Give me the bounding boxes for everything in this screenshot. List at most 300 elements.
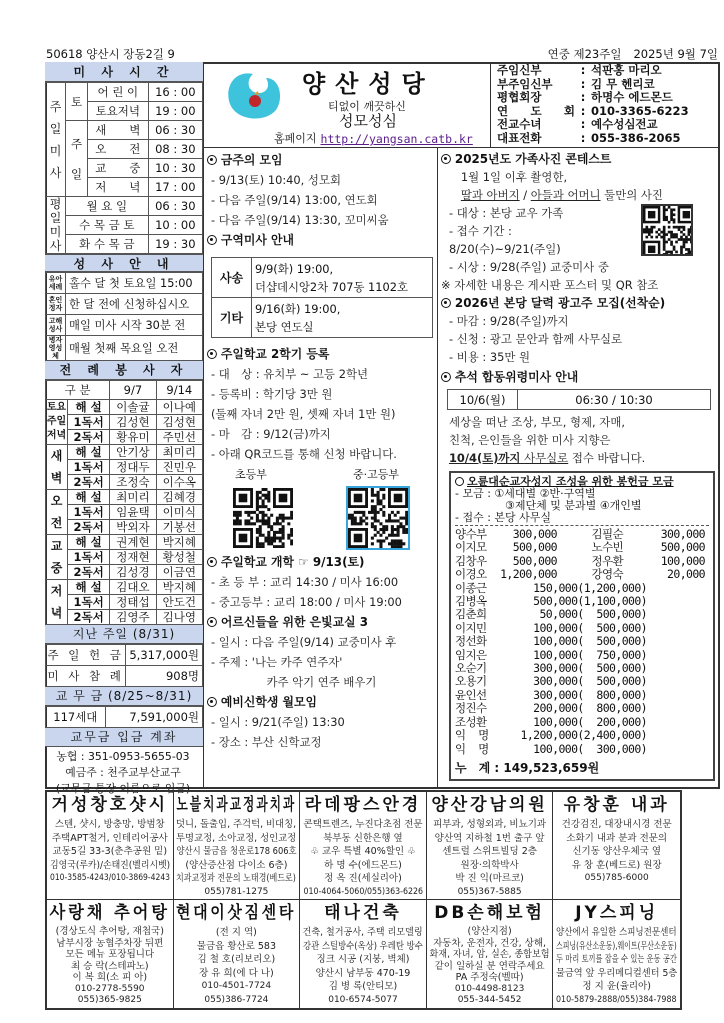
ad-line — [300, 967, 426, 981]
ad-line — [300, 953, 426, 967]
bullet-icon — [207, 697, 217, 707]
donor-row — [455, 568, 709, 581]
donor-amount: 200,000( 800,000) — [533, 701, 647, 716]
staff-role: 주임신부 — [497, 63, 542, 77]
sacraments-table — [45, 272, 203, 361]
ad-line-text: 센트럴 스위트빌딩 2층 — [442, 846, 537, 857]
ad-line-text: 장 유 희(에 다 나) — [199, 967, 274, 979]
info-line: - 대 상 : 유치부 ~ 고등 2학년 — [210, 367, 368, 381]
calendar-heading — [441, 294, 715, 312]
server-cell: 김영주 — [110, 610, 156, 625]
ad-line — [300, 872, 426, 886]
donor-row — [455, 716, 709, 729]
server-cell: 1독서 — [68, 460, 110, 475]
photo-title: 2025년도 가족사진 콘테스트 — [454, 152, 612, 166]
staff-role: 평협회장 — [497, 90, 542, 105]
ad-line — [174, 994, 300, 1008]
info-line: 카주 악기 연주 배우기 — [266, 675, 377, 689]
info-line: - 등록비 : 학기당 3만 원 — [210, 387, 333, 401]
ad-line — [300, 832, 426, 846]
middle-column — [207, 150, 435, 752]
ad-line — [47, 995, 173, 1007]
ad-line — [427, 886, 553, 900]
server-cell: 1독서 — [68, 415, 110, 430]
ad-line — [174, 845, 300, 859]
ad-line — [174, 818, 300, 832]
donor-name: 조성환 — [455, 714, 487, 729]
ad-line-text: 055)367-5885 — [457, 886, 522, 897]
donor-amount: 500,000 — [660, 540, 705, 555]
ad-line-text: 스피닝(유산소운동),웨이트(무산소운동) — [556, 940, 678, 952]
church-name: 양산성당 — [302, 70, 435, 98]
ad-block — [300, 900, 427, 1008]
server-cell: 해 설 — [68, 400, 110, 415]
ad-line-text: 유 창 훈(베드로) 원장 — [571, 859, 662, 871]
donor-name: 양수부 — [455, 527, 487, 541]
district-title: 구역미사 안내 — [220, 233, 294, 247]
donor-row — [455, 555, 709, 568]
ad-line-text: 010-2778-5590 — [75, 983, 145, 994]
ad-line-text: 두 마리 토끼를 잡을 수 있는 운동 공간 — [556, 954, 678, 965]
offering-label: 주 일 헌 금 — [46, 645, 126, 666]
info-line: - 신청 : 광고 문안과 함께 사무실로 — [448, 332, 623, 346]
chuseok-line: 친척, 은인들을 위한 미사 지향은 — [448, 433, 611, 447]
qr-code-middle-high[interactable] — [348, 488, 408, 548]
church-header — [204, 62, 490, 148]
server-cell: 기봉선 — [156, 520, 202, 535]
servers-title: 전 례 봉 사 자 — [45, 361, 203, 380]
ad-line-text: 강관 스틸방수(옥상) 우레탄 방수 — [303, 940, 423, 952]
ad-line-text: 하 명 수(에드몬드) — [324, 859, 402, 871]
donor-amount: 300,000( 800,000) — [533, 687, 647, 702]
donor-row — [455, 595, 709, 608]
elders-heading — [207, 612, 433, 632]
servers-table — [45, 380, 203, 625]
ad-line-text: 김영국(루카)/손태진(벨리시벳) — [49, 859, 170, 871]
ad-line — [300, 926, 426, 940]
photo-subject-line — [441, 186, 715, 204]
ad-line — [553, 980, 680, 994]
ad-line-text: 김 병 록(안티모) — [328, 981, 398, 992]
server-cell: 정재현 — [110, 550, 156, 565]
district-time: 9/9(화) 19:00, — [255, 261, 334, 276]
mass-time: 16 : 00 — [148, 83, 202, 102]
ad-line — [174, 967, 300, 981]
ad-line — [427, 818, 553, 832]
server-cell: 박지혜 — [156, 580, 202, 595]
fund-line: - 모금 : ①세대별 ②반·구역별 — [455, 487, 596, 500]
fund-box — [449, 471, 715, 781]
donor-name: 정선화 — [455, 634, 487, 649]
ad-title-text: 현대이삿짐센타 — [176, 903, 297, 923]
opening-title: 주일학교 개학 ☞ 9/13(토) — [220, 555, 365, 569]
ad-line-text: 010-6574-5077 — [328, 994, 398, 1005]
mass-time: 17 : 00 — [148, 178, 202, 197]
ad-line-text: 010-3585-4243/010-3869-4243 — [49, 873, 170, 883]
sacrament-text-value: 매일 미사 시작 30분 전 — [69, 318, 186, 332]
donor-row — [455, 635, 709, 648]
photo-subject-b: 아들과 어머니 — [530, 188, 601, 202]
ad-line — [427, 972, 553, 984]
server-group-label: 저녁 — [46, 580, 68, 625]
ad-line — [174, 886, 300, 900]
server-cell: 안기상 — [110, 445, 156, 460]
staff-separator: : — [580, 103, 586, 118]
ad-line — [174, 980, 300, 994]
donor-amount: 50,000( 500,000) — [539, 607, 647, 622]
info-line: - 다음 주일(9/14) 13:30, 꼬미씨움 — [210, 213, 389, 227]
info-line: (둘째 자녀 2만 원, 셋째 자녀 1만 원) — [210, 407, 396, 421]
ad-line — [47, 984, 173, 996]
ad-line-text: 010-4501-7724 — [201, 981, 272, 991]
ad-line — [553, 953, 680, 967]
chuseok-office: 사무실로 — [524, 451, 569, 465]
donor-row — [455, 662, 709, 675]
ad-line — [553, 940, 680, 954]
ad-line — [427, 832, 553, 846]
seminary-title: 예비신학생 월모임 — [220, 695, 317, 709]
donor-name: 김춘희 — [455, 607, 487, 622]
ad-line — [47, 832, 173, 846]
ad-title — [47, 902, 173, 926]
server-cell: 이솔귤 — [110, 400, 156, 415]
date-line — [548, 46, 718, 62]
ad-line-text: 자동차, 운전자, 건강, 상해, — [433, 937, 547, 949]
server-cell: 김성현 — [156, 415, 202, 430]
server-group-label: 토요주일저녁 — [46, 400, 68, 445]
seminary-heading — [207, 692, 433, 712]
ad-block — [174, 900, 301, 1008]
ad-line-text: ♧ 교우 특별 40%할인 ♧ — [310, 846, 416, 857]
info-line: - 마 감 : 9/12(금)까지 — [210, 427, 331, 441]
calendar-title: 2026년 본당 달력 광고주 모집(선착순) — [454, 296, 666, 310]
info-line: - 일시 : 다음 주일(9/14) 교중미사 후 — [210, 635, 397, 649]
ad-line — [47, 938, 173, 950]
dues-table — [45, 706, 203, 728]
ad-line — [427, 938, 553, 950]
staff-name: 010-3365-6223 — [591, 103, 689, 118]
staff-row — [497, 64, 720, 78]
server-cell: 1독서 — [68, 595, 110, 610]
mass-time: 19 : 30 — [148, 235, 202, 254]
ad-title — [427, 902, 553, 926]
sacrament-text — [66, 336, 203, 361]
ad-line-text: 010-5879-2888/055)384-7988 — [556, 994, 677, 1005]
ad-line — [553, 832, 680, 846]
info-line: - 마감 : 9/28(주일)까지 — [448, 314, 569, 328]
sacrament-text-value: 매월 첫째 목요일 오전 — [69, 341, 179, 355]
donor-name: 김창우 — [455, 553, 487, 568]
ad-block — [47, 792, 174, 900]
photo-heading — [441, 150, 715, 168]
server-cell: 해 설 — [68, 535, 110, 550]
sacrament-label: 고해성사 — [46, 315, 66, 336]
sunday-label: 주일 — [66, 121, 88, 197]
ad-line — [47, 972, 173, 984]
ad-line — [300, 994, 426, 1008]
donor-name: 익 명 — [455, 728, 489, 743]
ad-line-text: (경상도식 추어탕, 재첩국) — [55, 926, 164, 937]
ad-title — [300, 902, 426, 926]
ad-line-text: 010-4498-8123 — [454, 983, 525, 994]
ad-title — [553, 902, 680, 926]
ad-title-text: JY스피닝 — [575, 903, 659, 923]
ad-line — [553, 845, 680, 859]
staff-row — [497, 132, 720, 146]
info-line: - 주제 : '나는 카주 연주자' — [210, 655, 343, 669]
last-sunday-title: 지난 주일 (8/31) — [45, 625, 203, 644]
ads-section — [45, 790, 682, 1010]
dues-title: 교 무 금 (8/25~8/31) — [45, 687, 203, 706]
homepage-link[interactable]: http://yangsan.catb.kr — [320, 132, 473, 146]
ad-block — [300, 792, 427, 900]
info-line: - 대상 : 본당 교우 가족 — [448, 206, 564, 220]
elders-title: 어르신들을 위한 은빛교실 3 — [220, 615, 368, 629]
sacrament-text — [66, 315, 203, 336]
dues-households: 117세대 — [46, 707, 106, 728]
ad-title-text: DB손해보험 — [434, 903, 545, 923]
donor-list — [455, 526, 709, 756]
mass-name: 수 목 금 토 — [66, 216, 149, 235]
sacrament-text-value: 홀수 달 첫 토요일 15:00 — [69, 276, 193, 290]
ad-line — [427, 926, 553, 938]
photo-note: ※ 자세한 내용은 게시판 포스터 및 QR 참조 — [441, 278, 659, 292]
account-holder: 예금주 : 천주교부산교구 — [65, 766, 181, 779]
ad-title-text: 유창훈 내과 — [563, 795, 670, 815]
donor-name: 윤인선 — [455, 687, 487, 702]
ad-block — [174, 792, 301, 900]
server-group-label: 교중 — [46, 535, 68, 580]
mass-name: 월 요 일 — [66, 197, 149, 216]
ad-line-text: 최 승 락(스테파노) — [70, 960, 149, 972]
server-cell: 최미리 — [156, 445, 202, 460]
mass-name: 새 벽 — [88, 121, 149, 140]
ad-line — [47, 961, 173, 973]
staff-row — [497, 118, 720, 132]
donor-name: 이지모 — [455, 540, 487, 555]
mass-time: 06 : 30 — [148, 121, 202, 140]
qr-code-elementary[interactable] — [233, 488, 293, 548]
server-cell: 황유미 — [110, 430, 156, 445]
ad-line-text: 피부과, 성형외과, 비뇨기과 — [433, 819, 547, 830]
ad-line — [300, 845, 426, 859]
ad-line — [47, 949, 173, 961]
ad-title — [47, 794, 173, 818]
server-group-label: 새벽 — [46, 445, 68, 490]
ad-line-text: 양산역 지하철 1번 출구 앞 — [434, 832, 545, 844]
ad-line — [427, 872, 553, 886]
server-cell: 권계현 — [110, 535, 156, 550]
donor-name: 김필순 — [591, 527, 623, 541]
ad-title — [174, 794, 300, 818]
chuseok-table — [447, 389, 711, 410]
staff-role: 대표전화 — [497, 130, 542, 145]
server-cell: 안도건 — [156, 595, 202, 610]
staff-name: 055-386-2065 — [591, 130, 681, 145]
donor-row — [455, 608, 709, 621]
sacrament-text — [66, 273, 203, 294]
donor-name: 김병옥 — [455, 594, 487, 609]
donor-row — [455, 649, 709, 662]
homepage-label: 홈페이지 — [274, 132, 317, 145]
opening-heading — [207, 552, 433, 572]
mass-name: 오 전 — [88, 140, 149, 159]
last-sunday-table — [45, 644, 203, 687]
address: 50618 양산시 장동2길 9 — [46, 47, 175, 61]
staff-name: 석판홍 마리오 — [591, 63, 662, 77]
staff-role: 부주임신부 — [497, 76, 553, 91]
donor-amount: 100,000( 500,000) — [533, 634, 647, 649]
donor-amount: 500,000 — [512, 540, 557, 555]
ad-line — [300, 980, 426, 994]
district-time: 9/16(화) 19:00, — [255, 301, 341, 316]
ad-line-text: 김 철 호(리보리오) — [197, 954, 276, 965]
mass-name: 화 수 목 금 — [66, 235, 149, 254]
donor-name: 강영숙 — [591, 567, 623, 582]
ad-line-text: 물금읍 황산로 583 — [196, 940, 276, 952]
sunday-mass-label: 주일미사 — [46, 83, 66, 197]
motto-line1: 티없이 깨끗하신 — [328, 100, 406, 113]
account-note: (교무금 통장 이름으로 입금) — [55, 782, 191, 795]
right-column — [441, 150, 717, 781]
staff-row — [497, 91, 720, 105]
ad-line-text: 양산시 물금읍 청운로178 606호 — [176, 846, 297, 857]
donor-amount: 300,000 — [660, 527, 705, 541]
photo-subject-tail: 둘만의 사진 — [600, 188, 663, 202]
server-cell: 진민우 — [156, 460, 202, 475]
servers-head: 구 분 — [46, 381, 110, 400]
staff-separator: : — [580, 117, 586, 132]
ad-line-text: 남부시장 농협주차장 뒤편 — [56, 937, 164, 949]
fund-header — [455, 475, 709, 526]
fund-title: 오륜대순교자성지 조성을 위한 봉헌금 모금 — [467, 475, 674, 488]
server-cell: 김성경 — [110, 565, 156, 580]
server-cell: 해 설 — [68, 490, 110, 505]
ad-line-text: 소화기 내과 분과 전문의 — [566, 832, 668, 844]
server-cell: 김혜경 — [156, 490, 202, 505]
ad-line — [174, 926, 300, 940]
donor-row — [455, 622, 709, 635]
server-cell: 이수옥 — [156, 475, 202, 490]
donor-name: 이지민 — [455, 620, 487, 635]
ad-block — [553, 900, 680, 1008]
donor-amount: 100,000( 200,000) — [533, 714, 647, 729]
attendance-value: 908명 — [126, 666, 203, 687]
ad-title-text: 태나건축 — [324, 903, 402, 923]
mass-time: 19 : 00 — [148, 102, 202, 121]
bullet-icon — [455, 477, 464, 486]
ad-line — [300, 940, 426, 954]
server-cell: 해 설 — [68, 580, 110, 595]
info-line: - 시상 : 9/28(주일) 교중미사 중 — [448, 260, 609, 274]
donor-amount: 150,000(1,200,000) — [533, 580, 647, 595]
meeting-title: 금주의 모임 — [220, 153, 283, 167]
ad-line-text: 주택APT철거, 인테리어공사 — [51, 832, 168, 844]
bullet-icon — [207, 557, 217, 567]
donor-amount: 100,000( 500,000) — [533, 620, 647, 635]
chuseok-title: 추석 합동위령미사 안내 — [454, 370, 579, 384]
server-cell: 1독서 — [68, 505, 110, 520]
ad-line — [553, 994, 680, 1008]
chuseok-heading — [441, 368, 715, 386]
ad-line-text: 같이 일하실 분 연락주세요 — [434, 960, 545, 972]
ad-line-text: (양산증산점 다이소 6층) — [185, 859, 288, 871]
info-line: - 장소 : 부산 신학교정 — [210, 735, 322, 749]
donor-amount: 300,000( 500,000) — [533, 661, 647, 676]
ad-line — [47, 818, 173, 832]
donor-row — [455, 675, 709, 688]
ad-block — [47, 900, 174, 1008]
donor-row — [455, 541, 709, 554]
ad-title-text: 거성창호샷시 — [51, 795, 169, 815]
donor-amount: 1,200,000 — [500, 567, 557, 582]
info-line: - 초 등 부 : 교리 14:30 / 미사 16:00 — [210, 575, 399, 589]
server-cell: 황성철 — [156, 550, 202, 565]
ad-line — [174, 872, 300, 886]
staff-name: 예수성심전교 — [591, 117, 658, 132]
bullet-icon — [207, 235, 217, 245]
ad-title — [427, 794, 553, 818]
donor-name: 오용기 — [455, 674, 487, 689]
photo-subject-a: 딸과 아버지 — [460, 188, 520, 202]
donor-name: 정우환 — [591, 553, 623, 568]
homepage-line — [274, 132, 473, 146]
staff-name: 김 무 헨리코 — [591, 76, 655, 91]
server-cell: 2독서 — [68, 475, 110, 490]
column-divider — [203, 62, 204, 789]
ad-title — [300, 794, 426, 818]
district-heading — [207, 230, 433, 250]
dues-amount: 7,591,000원 — [105, 707, 202, 728]
ad-line-text: 055)781-1275 — [204, 886, 269, 897]
bullet-icon — [207, 617, 217, 627]
server-cell: 조정숙 — [110, 475, 156, 490]
qr-code-photo-contest[interactable] — [641, 204, 693, 256]
ad-line — [427, 995, 553, 1007]
info-line: - 아래 QR코드를 통해 신청 바랍니다. — [210, 447, 397, 461]
staff-box — [490, 62, 720, 148]
attendance-label: 미 사 참 례 — [46, 666, 126, 687]
ad-line-text: 양산에서 유일한 스피닝전문센터 — [556, 927, 677, 938]
mass-times-title: 미 사 시 간 — [45, 62, 203, 82]
saturday-label: 토 — [66, 83, 88, 121]
ad-line — [47, 859, 173, 873]
ad-line-text: 화재, 자녀, 암, 실손, 종합보험 — [429, 949, 550, 960]
donor-row — [455, 528, 709, 541]
sacraments-title: 성 사 안 내 — [45, 254, 203, 272]
server-cell: 주민선 — [156, 430, 202, 445]
ad-line-text: (양산지점) — [467, 926, 512, 937]
servers-head: 9/7 — [110, 381, 156, 400]
info-line: - 중고등부 : 교리 18:00 / 미사 19:00 — [210, 595, 402, 609]
ad-line — [427, 859, 553, 873]
chuseok-tail: 접수 바랍니다. — [568, 451, 646, 465]
weekday-mass-label: 평일미사 — [46, 197, 66, 254]
ad-line-text: 정 지 윤(율리아) — [582, 981, 651, 992]
server-cell: 2독서 — [68, 430, 110, 445]
server-cell: 최미리 — [110, 490, 156, 505]
info-line: - 일시 : 9/21(주일) 13:30 — [210, 715, 345, 729]
chuseok-date: 10/6(월) — [448, 390, 518, 410]
ad-line-text: 055)365-9825 — [77, 995, 142, 1005]
fund-total: 누 계 : 149,523,659원 — [455, 760, 600, 775]
chuseok-line: 세상을 떠난 조상, 부모, 형제, 자매, — [448, 415, 625, 429]
donor-amount: 300,000 — [512, 527, 557, 541]
chuseok-deadline-line — [441, 449, 715, 467]
chuseok-times: 06:30 / 10:30 — [518, 390, 711, 410]
ad-line — [47, 872, 173, 886]
ad-line — [553, 818, 680, 832]
